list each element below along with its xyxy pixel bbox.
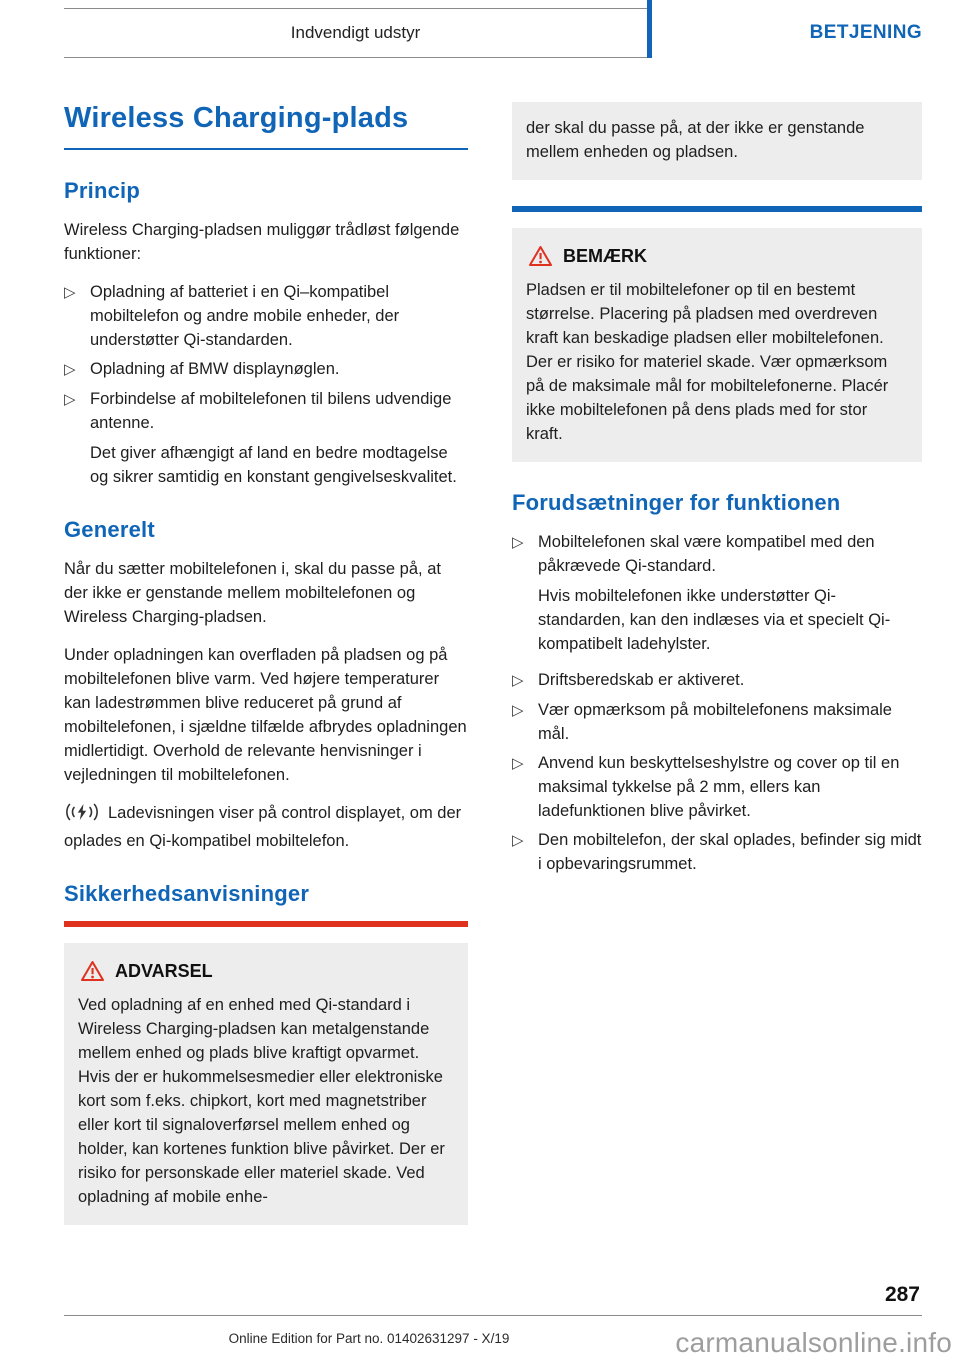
page-header <box>64 8 922 58</box>
list-item <box>512 668 922 693</box>
left-column <box>64 102 468 1225</box>
list-item-text: Opladning af BMW displaynøglen. <box>90 360 340 378</box>
list-item-text: Vær opmærksom på mobiltelefonens maksimale mål. <box>538 701 892 743</box>
triangle-bullet-icon: ▷ <box>512 832 524 849</box>
title-rule <box>64 148 468 150</box>
list-item <box>512 751 922 823</box>
content-columns <box>64 102 922 1225</box>
warning-box-header <box>80 959 454 983</box>
section-heading-generelt: Generelt <box>64 517 155 542</box>
princip-intro: Wireless Charging-pladsen muliggør trådløst følgende funktioner: <box>64 221 460 263</box>
notice-text: Pladsen er til mobiltelefoner op til en bestemt størrelse. Placering på pladsen med overdreven kraft kan beskadige pladsen eller mobiltelefonen. Der er risiko for materiel skade. Vær opmærksom på de maksimale mål for mobiltelefonerne. Placér ikke mobiltelefonen på dens plads med for stor kraft. <box>526 281 889 443</box>
list-item <box>512 530 922 578</box>
breadcrumb <box>64 8 647 58</box>
list-item-text: Forbindelse af mobiltelefonen til bilens udvendige antenne. <box>90 390 452 432</box>
triangle-bullet-icon: ▷ <box>512 534 524 551</box>
list-item-text: Driftsberedskab er aktiveret. <box>538 671 745 689</box>
section-heading-sikkerhed: Sikkerhedsanvisninger <box>64 881 310 906</box>
list-item <box>64 357 468 382</box>
triangle-bullet-icon: ▷ <box>64 284 76 301</box>
breadcrumb-label: Indvendigt udstyr <box>290 23 421 42</box>
chapter-label: BETJENING <box>809 22 922 43</box>
watermark: carmanualsonline.info <box>675 1327 952 1358</box>
triangle-bullet-icon: ▷ <box>64 361 76 378</box>
section-heading-forudsaetninger: Forudsætninger for funktionen <box>512 490 841 515</box>
notice-triangle-icon <box>528 245 553 267</box>
charging-indicator-text: Ladevisningen viser på control displayet, om der oplades en Qi-kompatibel mobiltelefon. <box>64 804 462 850</box>
edition-note: Online Edition for Part no. 01402631297 - X/19 <box>228 1331 510 1346</box>
wireless-charging-icon <box>64 802 100 829</box>
footer-rule <box>64 1315 922 1316</box>
warning-accent-bar <box>64 921 468 927</box>
warning-text: Ved opladning af en enhed med Qi-standard i Wireless Charging-pladsen kan metalgenstande mellem enhed og plads blive kraftigt opvarmet. Hvis der er hukommelsesmedier eller elektroniske kort som f.eks. chipkort, kort med magnetstriber eller kort til signaloverførsel mellem enhed og holder, kan kortenes funktion blive påvirket. Der er risiko for personskade eller materiel skade. Ved opladning af mobile enhe- <box>78 996 445 1206</box>
charging-indicator-paragraph <box>64 801 468 853</box>
warning-label: ADVARSEL <box>115 961 213 981</box>
warning-box <box>64 943 468 1225</box>
list-item-text: Opladning af batteriet i en Qi–kompatibel mobiltelefon og andre mobile enheder, der understøtter Qi-standarden. <box>90 283 400 349</box>
list-item <box>64 280 468 352</box>
generelt-paragraph-1: Når du sætter mobiltelefonen i, skal du passe på, at der ikke er genstande mellem mobiltelefonen og Wireless Charging-pladsen. <box>64 560 441 626</box>
notice-label: BEMÆRK <box>563 246 647 266</box>
list-item <box>512 828 922 876</box>
list-item <box>64 387 468 435</box>
notice-accent-bar <box>512 206 922 212</box>
list-item-text: Mobiltelefonen skal være kompatibel med den påkrævede Qi-standard. <box>538 533 875 575</box>
forudsaetninger-sub-note: Hvis mobiltelefonen ikke understøtter Qi-standarden, kan den indlæses via et specielt Qi-kompatibelt ladehylster. <box>538 587 891 653</box>
page-number: 287 <box>884 1283 920 1306</box>
list-item <box>512 698 922 746</box>
list-item-text: Den mobiltelefon, der skal oplades, befinder sig midt i opbevaringsrummet. <box>538 831 922 873</box>
list-item-text: Anvend kun beskyttelseshylstre og cover op til en maksimal tykkelse på 2 mm, ellers kan ladefunktionen blive påvirket. <box>538 754 900 820</box>
notice-box <box>512 228 922 462</box>
section-heading-princip: Princip <box>64 178 140 203</box>
right-column <box>512 102 922 881</box>
triangle-bullet-icon: ▷ <box>64 391 76 408</box>
page-title: Wireless Charging-plads <box>64 102 409 134</box>
princip-note: Det giver afhængigt af land en bedre modtagelse og sikrer samtidig en konstant gengivelseskvalitet. <box>90 444 457 486</box>
notice-box-header <box>528 244 908 268</box>
generelt-paragraph-2: Under opladningen kan overfladen på pladsen og på mobiltelefonen blive varm. Ved højere temperaturer kan ladestrømmen blive reduceret på grund af mobiltelefonen, i sjældne tilfælde afbrydes opladningen midlertidigt. Overhold de relevante henvisninger i vejledningen til mobiltelefonen. <box>64 646 467 784</box>
warning-box-continuation <box>512 102 922 180</box>
warning-triangle-icon <box>80 960 105 982</box>
triangle-bullet-icon: ▷ <box>512 702 524 719</box>
triangle-bullet-icon: ▷ <box>512 672 524 689</box>
triangle-bullet-icon: ▷ <box>512 755 524 772</box>
warning-continuation-text: der skal du passe på, at der ikke er genstande mellem enheden og pladsen. <box>526 119 865 161</box>
